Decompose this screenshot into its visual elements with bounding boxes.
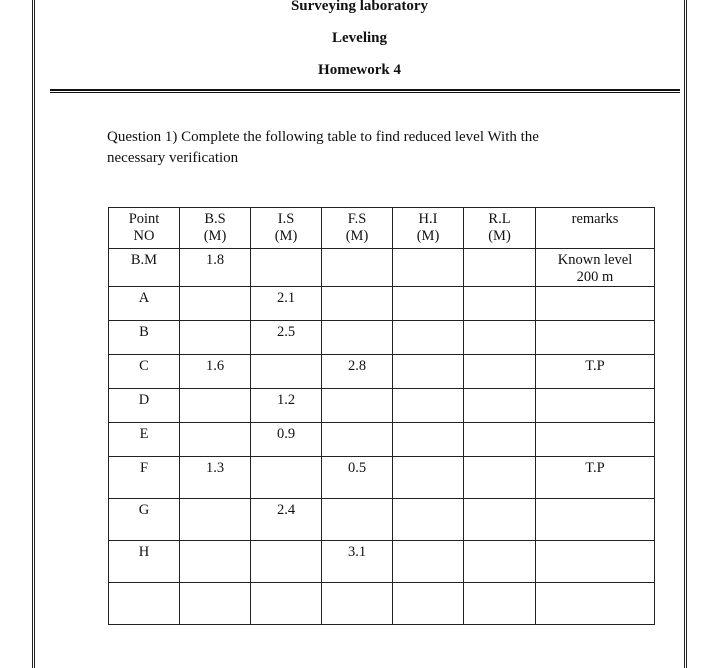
table-cell: [322, 287, 393, 321]
leveling-table: [108, 207, 655, 625]
table-cell: [180, 321, 251, 355]
table-row: [109, 389, 655, 423]
table-cell: 2.4: [251, 499, 322, 541]
col-remarks: remarks: [536, 208, 655, 249]
table-cell: [322, 583, 393, 625]
table-cell: [180, 287, 251, 321]
table-cell: 1.3: [180, 457, 251, 499]
table-cell: 1.8: [180, 249, 251, 287]
table-cell: [464, 583, 536, 625]
col-fs: F.S (M): [322, 208, 393, 249]
table-cell: 0.5: [322, 457, 393, 499]
table-cell: [251, 355, 322, 389]
table-row: [109, 249, 655, 287]
table-row: [109, 423, 655, 457]
col-is: I.S (M): [251, 208, 322, 249]
question-line-2: necessary verification: [107, 150, 239, 166]
table-cell: [464, 499, 536, 541]
header-divider: [50, 89, 680, 93]
col-point: Point NO: [109, 208, 180, 249]
table-cell: [109, 583, 180, 625]
table-cell: [393, 249, 464, 287]
table-cell: [393, 499, 464, 541]
table-cell: [322, 499, 393, 541]
table-cell: [464, 389, 536, 423]
table-cell: D: [109, 389, 180, 423]
table-cell: [536, 583, 655, 625]
table-cell: [180, 583, 251, 625]
table-cell: [393, 583, 464, 625]
table-cell: [322, 423, 393, 457]
table-cell: T.P: [536, 457, 655, 499]
table-cell: [536, 287, 655, 321]
table-cell: [322, 389, 393, 423]
table-cell: 2.1: [251, 287, 322, 321]
table-cell: [464, 321, 536, 355]
table-cell: 1.6: [180, 355, 251, 389]
table-cell: [536, 389, 655, 423]
table-cell: [393, 423, 464, 457]
table-cell: F: [109, 457, 180, 499]
table-row: [109, 499, 655, 541]
table-cell: [251, 249, 322, 287]
table-cell: [180, 499, 251, 541]
col-bs: B.S (M): [180, 208, 251, 249]
table-cell: [393, 389, 464, 423]
question-line-1: Question 1) Complete the following table to find reduced level With the: [107, 129, 539, 145]
table-cell: [393, 321, 464, 355]
table-cell: [180, 389, 251, 423]
table-cell: [536, 541, 655, 583]
table-cell: [464, 423, 536, 457]
table-row: [109, 321, 655, 355]
table-cell: [322, 321, 393, 355]
col-rl: R.L (M): [464, 208, 536, 249]
topic-title: Leveling: [332, 30, 387, 46]
table-cell: B.M: [109, 249, 180, 287]
table-header-row: [109, 208, 655, 249]
table-row: [109, 457, 655, 499]
table-cell: [393, 541, 464, 583]
table-cell: [393, 287, 464, 321]
table-cell: [464, 541, 536, 583]
table-cell: 2.8: [322, 355, 393, 389]
table-cell: [536, 423, 655, 457]
table-cell: [251, 541, 322, 583]
table-cell: E: [109, 423, 180, 457]
table-cell: [464, 355, 536, 389]
col-hi: H.I (M): [393, 208, 464, 249]
table-cell: 0.9: [251, 423, 322, 457]
table-cell: A: [109, 287, 180, 321]
table-row: [109, 541, 655, 583]
table-cell: [464, 457, 536, 499]
table-cell: [251, 583, 322, 625]
table-cell: [536, 499, 655, 541]
table-cell: 3.1: [322, 541, 393, 583]
table-cell: [180, 423, 251, 457]
table-row: [109, 355, 655, 389]
table-cell: [393, 355, 464, 389]
table-cell: [251, 457, 322, 499]
table-cell: [180, 541, 251, 583]
table-cell: [464, 287, 536, 321]
table-row: [109, 583, 655, 625]
table-cell: T.P: [536, 355, 655, 389]
table-cell: [464, 249, 536, 287]
question-text: [107, 127, 627, 169]
table-row: [109, 287, 655, 321]
table-cell: B: [109, 321, 180, 355]
homework-title: Homework 4: [318, 62, 401, 78]
table-cell: [393, 457, 464, 499]
table-cell: 2.5: [251, 321, 322, 355]
table-cell: Known level 200 m: [536, 249, 655, 287]
lab-title: Surveying laboratory: [290, 0, 429, 14]
table-cell: 1.2: [251, 389, 322, 423]
table-cell: C: [109, 355, 180, 389]
table-cell: H: [109, 541, 180, 583]
table-cell: [536, 321, 655, 355]
table-cell: [322, 249, 393, 287]
table-cell: G: [109, 499, 180, 541]
